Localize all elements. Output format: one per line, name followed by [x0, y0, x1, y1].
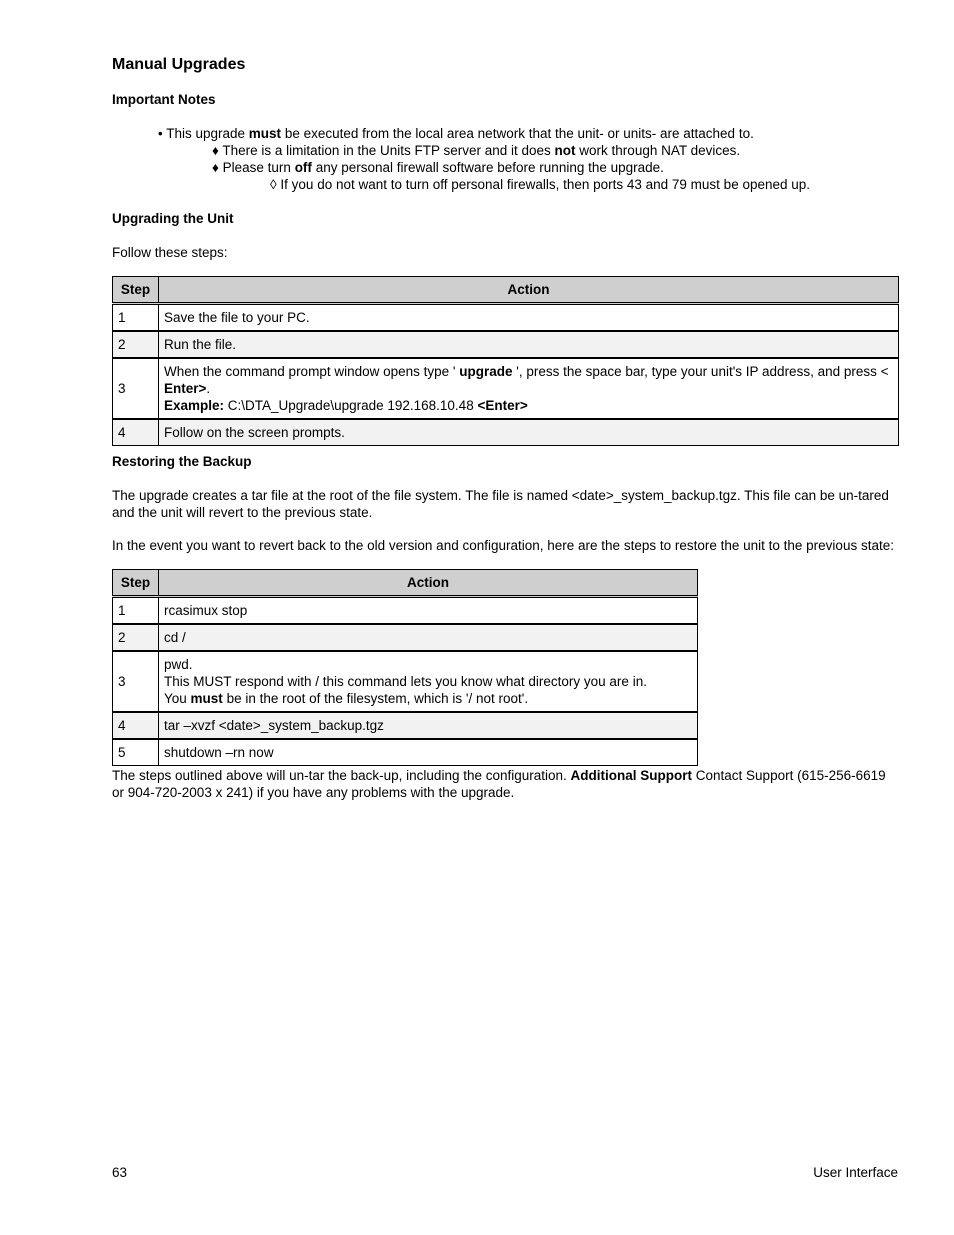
- step-action: shutdown –rn now: [159, 739, 698, 766]
- table-row: [113, 739, 698, 766]
- restore-steps-table: [112, 569, 698, 766]
- step-action: Run the file.: [159, 331, 899, 358]
- step-number: 1: [113, 304, 159, 332]
- restoring-heading: Restoring the Backup: [112, 454, 252, 469]
- table-row: [113, 651, 698, 712]
- step-number: 4: [113, 419, 159, 446]
- header-action: Action: [159, 277, 899, 304]
- closing-paragraph: The steps outlined above will un-tar the back-up, including the configuration. Additional Support Contact Support (615-256-6619 or 904-720-2003 x 241) if you have any problems with the upgrade.: [112, 768, 886, 800]
- note-bullet-2: ♦ There is a limitation in the Units FTP server and it does not work through NAT devices.: [212, 143, 741, 158]
- header-step: Step: [113, 277, 159, 304]
- table-row: [113, 597, 698, 625]
- step-number: 5: [113, 739, 159, 766]
- table-row: [113, 331, 899, 358]
- table-row: [113, 304, 899, 332]
- note-bullet-3: ♦ Please turn off any personal firewall software before running the upgrade.: [212, 160, 664, 175]
- step-action: Follow on the screen prompts.: [159, 419, 899, 446]
- step-number: 2: [113, 331, 159, 358]
- upgrade-steps-table: [112, 276, 899, 446]
- header-action: Action: [159, 570, 698, 597]
- upgrading-intro: Follow these steps:: [112, 245, 228, 260]
- table-header-row: [113, 570, 698, 597]
- step-action: When the command prompt window opens type ' upgrade ', press the space bar, type your unit's IP address, and press < Enter>. Example: C:\DTA_Upgrade\upgrade 192.168.10.48 <Enter>: [159, 358, 899, 419]
- step-number: 4: [113, 712, 159, 739]
- footer-section-title: User Interface: [813, 1165, 898, 1180]
- note-bullet-1: • This upgrade must be executed from the local area network that the unit- or units- are attached to.: [158, 126, 754, 141]
- page-title: Manual Upgrades: [112, 56, 246, 73]
- important-notes-list: [112, 125, 899, 193]
- step-number: 3: [113, 358, 159, 419]
- step-number: 2: [113, 624, 159, 651]
- table-row: [113, 712, 698, 739]
- step-action: pwd. This MUST respond with / this command lets you know what directory you are in. You must be in the root of the filesystem, which is '/ not root'.: [159, 651, 698, 712]
- page-number: 63: [112, 1165, 128, 1180]
- step-action: cd /: [159, 624, 698, 651]
- table-row: [113, 624, 698, 651]
- step-number: 3: [113, 651, 159, 712]
- document-page: [112, 56, 899, 801]
- table-row: [113, 419, 899, 446]
- step-number: 1: [113, 597, 159, 625]
- step-action: rcasimux stop: [159, 597, 698, 625]
- upgrading-heading: Upgrading the Unit: [112, 211, 234, 226]
- table-header-row: [113, 277, 899, 304]
- table-row: [113, 358, 899, 419]
- step-action: Save the file to your PC.: [159, 304, 899, 332]
- restoring-paragraph-1: The upgrade creates a tar file at the root of the file system. The file is named <date>_system_backup.tgz. This file can be un-tared and the unit will revert to the previous state.: [112, 488, 889, 520]
- step-action: tar –xvzf <date>_system_backup.tgz: [159, 712, 698, 739]
- header-step: Step: [113, 570, 159, 597]
- note-bullet-4: ◊ If you do not want to turn off personal firewalls, then ports 43 and 79 must be opened up.: [270, 177, 811, 192]
- important-notes-heading: Important Notes: [112, 92, 216, 107]
- restoring-paragraph-2: In the event you want to revert back to the old version and configuration, here are the steps to restore the unit to the previous state:: [112, 538, 894, 553]
